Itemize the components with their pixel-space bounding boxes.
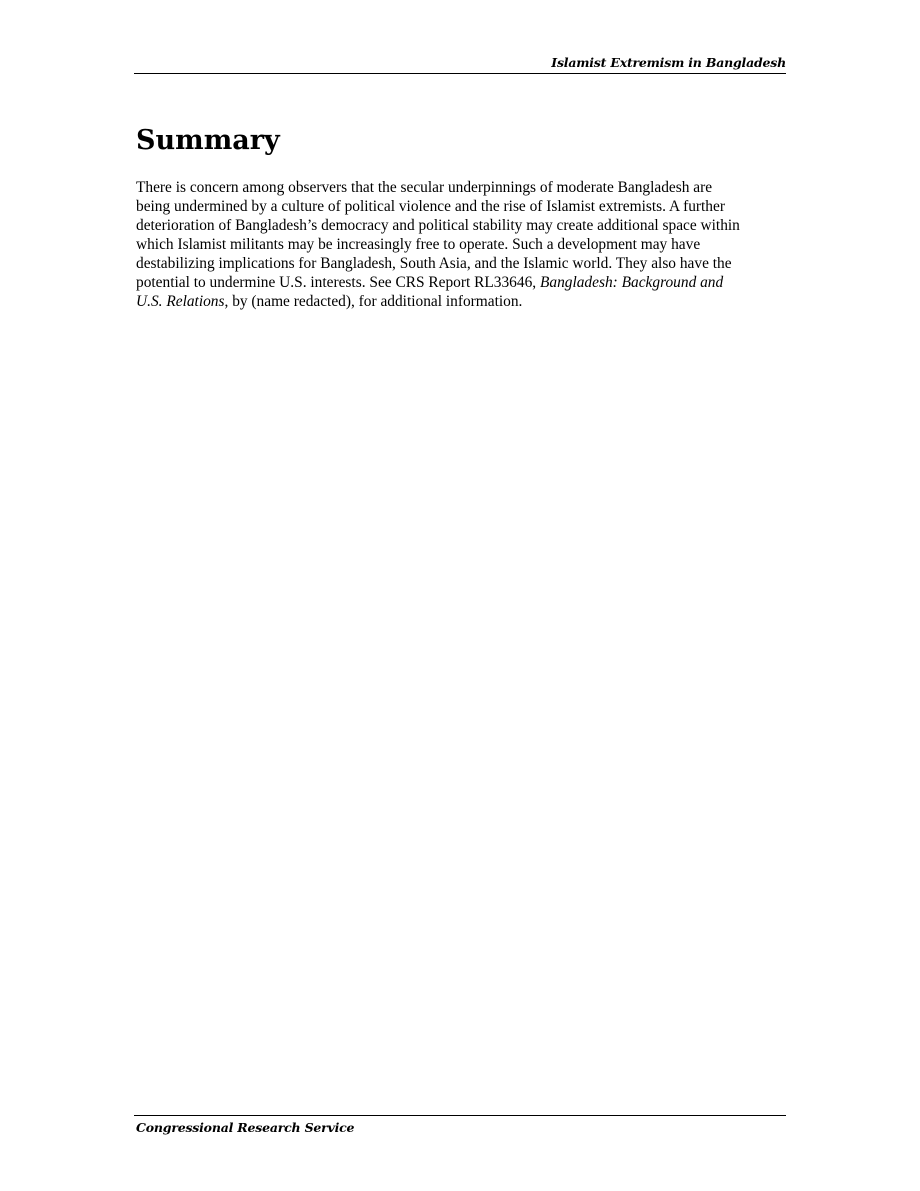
report-title-italic: U.S. Relations [136, 293, 225, 310]
running-header-title: Islamist Extremism in Bangladesh [551, 55, 786, 70]
running-footer-text: Congressional Research Service [136, 1120, 355, 1135]
running-header [134, 54, 786, 74]
summary-text: , by (name redacted), for additional information. [224, 293, 523, 310]
summary-text: potential to undermine U.S. interests. See CRS Report RL33646, [136, 274, 540, 291]
running-footer [134, 1115, 786, 1138]
summary-line: which Islamist militants may be increasingly free to operate. Such a development may have [136, 236, 701, 253]
summary-line [136, 273, 788, 292]
summary-line: destabilizing implications for Bangladesh, South Asia, and the Islamic world. They also have the [136, 255, 732, 272]
summary-line [136, 292, 788, 311]
summary-line: being undermined by a culture of political violence and the rise of Islamist extremists. A further [136, 198, 725, 215]
summary-line: deterioration of Bangladesh’s democracy and political stability may create additional space within [136, 217, 740, 234]
summary-paragraph [136, 178, 788, 311]
summary-line: There is concern among observers that the secular underpinnings of moderate Bangladesh are [136, 179, 713, 196]
section-heading: Summary [136, 125, 280, 156]
report-title-italic: Bangladesh: Background and [539, 274, 724, 291]
